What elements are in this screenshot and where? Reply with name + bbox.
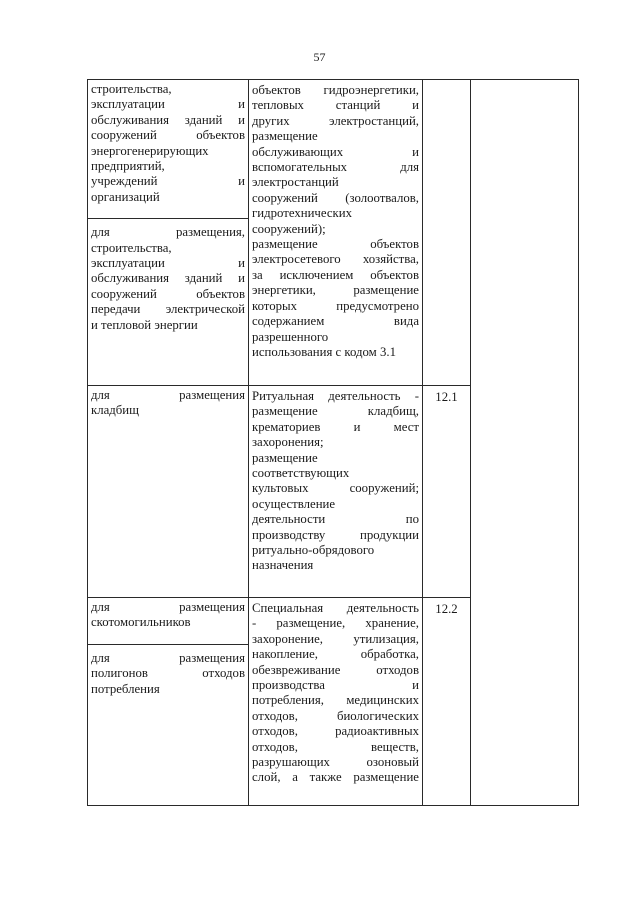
description-line: размещение	[252, 450, 318, 465]
description-line: обезвреживание отходов	[252, 662, 419, 677]
empty-column-cell	[471, 80, 579, 806]
purpose-line: потребления	[91, 681, 160, 696]
purpose-line: для размещения	[91, 600, 245, 614]
description-line: производству продукции	[252, 527, 419, 542]
purpose-line: организаций	[91, 189, 160, 204]
description-line: назначения	[252, 558, 314, 573]
purpose-line: строительства,	[91, 82, 172, 96]
description-line: осуществление	[252, 496, 336, 511]
description-line: объектов гидроэнергетики,	[252, 83, 419, 97]
description-line: использования с кодом 3.1	[252, 344, 396, 359]
purpose-line: и тепловой энергии	[91, 317, 198, 332]
description-line: вспомогательных для	[252, 160, 419, 175]
purpose-line: скотомогильников	[91, 615, 191, 630]
description-line: Ритуальная деятельность -	[252, 389, 419, 403]
purpose-block	[88, 644, 248, 703]
purpose-line: учреждений и	[91, 174, 245, 189]
description-line: Специальная деятельность	[252, 601, 419, 615]
purpose-line: предприятий,	[91, 159, 165, 174]
purpose-line: обслуживания зданий и	[91, 271, 245, 286]
description-line: которых предусмотрено	[252, 298, 419, 313]
description-line: сооружений);	[252, 221, 326, 236]
description-line: производства и	[252, 678, 419, 693]
use-code	[423, 80, 470, 84]
description-line: отходов, веществ,	[252, 739, 419, 754]
purpose-line: для размещения	[91, 388, 245, 402]
description-line: накопление, обработка,	[252, 647, 419, 662]
description-line: содержанием вида	[252, 314, 419, 329]
description-line: деятельности по	[252, 512, 419, 527]
description-line: сооружений (золоотвалов,	[252, 190, 419, 205]
description-line: отходов, биологических	[252, 708, 419, 723]
description-line: электростанций	[252, 175, 339, 190]
description-line: разрушающих озоновый	[252, 755, 419, 770]
purpose-line: полигонов отходов	[91, 666, 245, 681]
description-line: соответствующих	[252, 466, 350, 481]
code-cell	[423, 386, 471, 598]
purpose-line: передачи электрической	[91, 302, 245, 317]
page-number: 57	[313, 50, 326, 64]
description-cell	[249, 386, 423, 598]
description-line: крематориев и мест	[252, 419, 419, 434]
use-code: 12.1	[435, 390, 458, 404]
purpose-line: для размещения	[91, 650, 245, 665]
description-line: культовых сооружений;	[252, 481, 419, 496]
description-line: электросетевого хозяйства,	[252, 252, 419, 267]
description-line: размещение кладбищ,	[252, 404, 419, 419]
description-line: ритуально-обрядового	[252, 543, 375, 558]
purpose-block	[88, 80, 248, 211]
description-line: тепловых станций и	[252, 98, 419, 113]
purpose-cell	[88, 598, 249, 806]
purpose-line: для размещения,	[91, 225, 245, 240]
description-line: разрешенного	[252, 329, 329, 344]
purpose-line: обслуживания зданий и	[91, 112, 245, 127]
purpose-block	[88, 218, 248, 339]
table-row	[88, 80, 579, 386]
code-cell	[423, 80, 471, 386]
description-line: других электростанций,	[252, 113, 419, 128]
purpose-line: эксплуатации и	[91, 256, 245, 271]
description-line: потребления, медицинских	[252, 693, 419, 708]
description-line: размещение	[252, 129, 318, 144]
purpose-line: строительства,	[91, 240, 172, 255]
use-code: 12.2	[435, 602, 458, 616]
purpose-line: сооружений объектов	[91, 286, 245, 301]
purpose-line: эксплуатации и	[91, 97, 245, 112]
description-cell	[249, 598, 423, 806]
description-cell	[249, 80, 423, 386]
code-cell	[423, 598, 471, 806]
description-line: размещение объектов	[252, 237, 419, 252]
description-line: захоронения;	[252, 435, 324, 450]
description-line: за исключением объектов	[252, 267, 419, 282]
purpose-block	[88, 598, 248, 637]
description-line: энергетики, размещение	[252, 283, 419, 298]
description-line: гидротехнических	[252, 206, 353, 221]
land-use-table	[87, 79, 579, 806]
purpose-block	[88, 386, 248, 425]
purpose-cell	[88, 80, 249, 386]
purpose-line: кладбищ	[91, 403, 140, 418]
purpose-cell	[88, 386, 249, 598]
description-line: слой, а также размещение	[252, 770, 419, 785]
purpose-line: сооружений объектов	[91, 128, 245, 143]
description-line: захоронение, утилизация,	[252, 631, 419, 646]
description-line: отходов, радиоактивных	[252, 724, 419, 739]
description-line: - размещение, хранение,	[252, 616, 419, 631]
description-line: обслуживающих и	[252, 144, 419, 159]
purpose-line: энергогенерирующих	[91, 143, 209, 158]
